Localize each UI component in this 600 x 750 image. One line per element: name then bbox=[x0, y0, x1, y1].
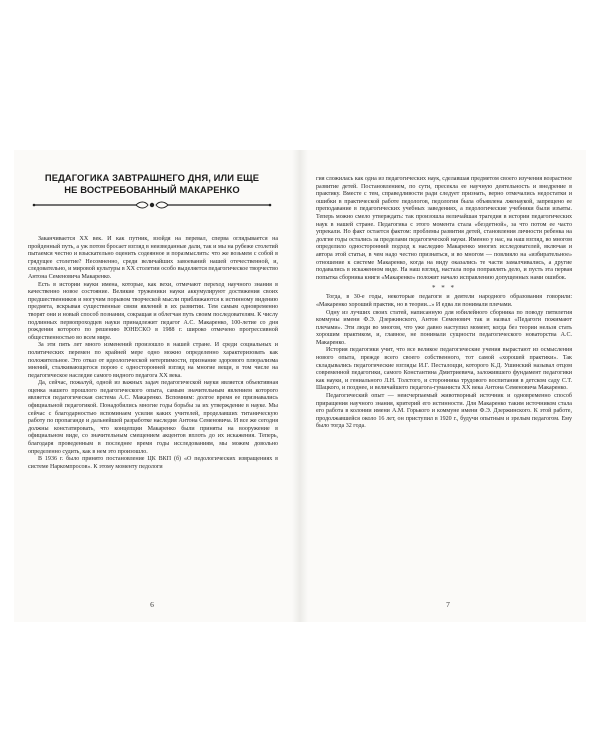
paragraph: Педагогический опыт — неисчерпаемый животворный источник и одновременно способ приращения научного знания, критерий его истинности. Для Макаренко таким источником стала его работа в колонии имени А.М. Горького и коммуне имени Ф.Э. Дзержинского. К этой работе, продолжавшейся около 16 лет, он приступил в 1920 г., будучи опытным и зрелым педагогом. Ему было тогда 32 года. bbox=[316, 393, 572, 430]
chapter-title bbox=[24, 172, 280, 210]
paragraph: гия сложилась как одна из педагогических наук, сделавшая предметом своего изучения возрастное развитие детей. Постановлением, по сути, пресекла ее научную деятельность и внедрение в практику. Вместе с тем, справедливости ради следует признать, верно отмечались недостатки и ошибки в практической работе педологов, педология была объявлена лженаукой, запрещено ее преподавание в педагогических учебных заведениях, а педологические учебники были изъяты. Теперь можно смело утверждать: так произошла величайшая трагедия в истории педагогических наук в нашей стране. Педагогика с этого момента стала «бездетной», за что потом ее часто упрекали. Но факт остается фактом: проблемы развития детей, становления личности ребенка на долгие годы остались за пределами педагогической науки. Именно у нас, на наш взгляд, во многом определило односторонний подход к наследию Макаренко многих исследователей, включая и автора этой статьи, в чем надо честно признаться, и во многом — повлияло на «избирательное» отношение к системе Макаренко, когда на виду оказались те части замалчивались, а другие подавались в искаженном виде. На наш взгляд, настала пора поправлять дело, и пусть эта первая попытка сборника книги «Макаренко» положит начало исправлению допущенных нами ошибок. bbox=[316, 176, 572, 281]
page-number: 7 bbox=[446, 600, 450, 609]
left-page bbox=[14, 150, 290, 622]
book-spread bbox=[14, 150, 586, 622]
paragraph: Заканчивается XX век. И как путник, взойдя на перевал, сперва оглядывается на пройденный путь, а уж потом бросает взгляд в неизведанные дали, так и мы на рубеже столетий пытаемся честно и взыскательно оценить содеянное и поразмыслить: что же возьмем с собой в грядущее столетие? Несомненно, среди величайших завоеваний нашей отечественной, и, следовательно, и мировой культуры в XX столетии особо выделяется педагогическое творчество Антона Семеновича Макаренко. bbox=[28, 236, 278, 280]
paragraph: За эти пять лет много изменений произошло в нашей стране. И среди социальных и политических перемен по крайней мере одно можно определенно характеризовать как положительное. Это отказ от идеологической нетерпимости, признание здорового плюрализма мнений, сталкивающегося порою с односторонней взгляд на многие вещи, в том числе на педагогическое наследие самого видного педагога XX века. bbox=[28, 342, 278, 379]
paragraph: В 1936 г. было принято постановление ЦК ВКП (б) «О педологических извращениях в системе Наркомпросов». К этому моменту педологи bbox=[28, 456, 278, 470]
right-page bbox=[310, 150, 586, 622]
book-gutter bbox=[292, 150, 308, 622]
paragraph: Да, сейчас, пожалуй, одной из важных задач педагогической науки является объективная оценка нашего прошлого педагогического опыта, самым значительным явлением которого является педагогическая система А.С. Макаренко. Вспомним: долгое время ее признавались официальной педагогикой. Понадобились многие годы борьбы за их утверждение в науке. Мы сейчас с благодарностью вспоминаем усилия каких учителей, проделавших титаническую работу по пропаганде и дальнейшей разработке наследия Антона Семеновича. И все же сегодня должны констатировать, что концепции Макаренко были приняты на вооружение в официальном виде, со значительным смещением акцентов вплоть до их искажения. Теперь, благодаря проведенным в последнее время годы исследованиям, мы можем довольно определенно судить, как в нем это произошло. bbox=[28, 380, 278, 455]
right-page-body bbox=[316, 176, 572, 431]
paragraph: Одну из лучших своих статей, написанную для юбилейного сборника по поводу пятилетия коммуны имени Ф.Э. Дзержинского, Антон Семенович так и назвал «Педагоги пожимают плечами». Эти люди во многом, что уже давно наступил момент, когда без теории нельзя стать хорошим практиком, и, главное, не понимали сущности педагогического новаторства А.С. Макаренко. bbox=[316, 309, 572, 346]
left-page-body bbox=[28, 236, 278, 471]
chapter-title-line-2: НЕ ВОСТРЕБОВАННЫЙ МАКАРЕНКО bbox=[64, 184, 240, 195]
page-number: 6 bbox=[150, 600, 154, 609]
paragraph: Есть в истории науки имена, которые, как вехи, отмечают переход научного знания в качественно новое состояние. Великие труженики науки аккумулируют достижения своих предшественников и могучим порывом творческой мысли приближаются к истинному видению предмета, вскрывая существенные связи явлений в их развитии. Тем самым одновременно творят они и новый способ познания, сокращая и облегчая путь своим последователям. К числу подлинных первопроходцев науки принадлежит педагог А.С. Макаренко, 100-летие со дня рождения которого по решению ЮНЕСКО в 1988 г. широко отмечено прогрессивной общественностью во всем мире. bbox=[28, 281, 278, 341]
section-separator: * * * bbox=[432, 284, 456, 293]
paragraph: История педагогики учит, что все великое педагогические учения вырастают из осмысления нового опыта, прежде всего своего собственного, тот самой «хорошей практики». Так складывались педагогические взгляды И.Г. Песталоцци, которого К.Д. Ушинский называл отцом современной педагогики, самого Константина Дмитриевича, заложившего фундамент педагогики как науки, и гениального Л.Н. Толстого, и сторонника трудового воспитания в детском саду С.Т. Шацкого, и позднее, и величайшего педагога-гуманиста XX века Антона Семеновича Макаренко. bbox=[316, 347, 572, 392]
chapter-title-line-1: ПЕДАГОГИКА ЗАВТРАШНЕГО ДНЯ, ИЛИ ЕЩЕ bbox=[44, 172, 260, 183]
paragraph: Тогда, в 30-е годы, некоторые педагоги и деятели народного образования говорили: «Макаренко хороший практик, но в теории...» И едва ли понимали плечами. bbox=[316, 294, 572, 308]
ornament-divider-icon bbox=[32, 200, 272, 210]
